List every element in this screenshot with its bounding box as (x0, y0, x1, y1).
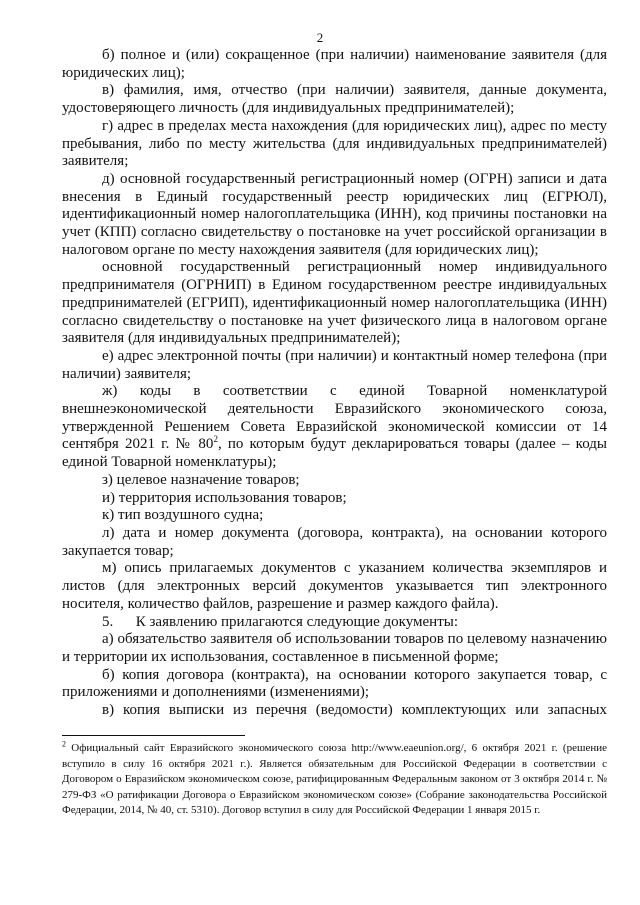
paragraph-k: к) тип воздушного судна; (102, 507, 264, 524)
paragraph-g: г) адрес в пределах места нахождения (для юридических лиц), адрес по месту пребывания, либо по месту жительства (для индивидуальных предпринимателей) заявителя; (62, 117, 607, 170)
footnote (62, 741, 607, 819)
footnote-mark: 2 (62, 739, 66, 749)
paragraph-z: з) целевое назначение товаров; (102, 471, 300, 488)
paragraph-v: в) фамилия, имя, отчество (при наличии) заявителя, данные документа, удостоверяющего личность (для индивидуальных предпринимателей); (62, 82, 607, 117)
paragraph-e: е) адрес электронной почты (при наличии) и контактный номер телефона (при наличии) заявителя; (62, 347, 607, 382)
paragraph-zh (62, 383, 607, 472)
section-5-heading: 5. К заявлению прилагаются следующие документы: (102, 613, 459, 630)
document-body (62, 47, 607, 720)
footnote-reference: 2 (213, 434, 218, 445)
paragraph-i: и) территория использования товаров; (102, 489, 347, 506)
paragraph-5b: б) копия договора (контракта), на основании которого закупается товар, с приложениями и дополнениями (изменениями); (62, 666, 607, 701)
paragraph-zh-text: ж) коды в соответствии с единой Товарной номенклатурой внешнеэкономической деятельности Евразийского экономического союза, утвержденной Решением Совета Евразийской экономической комиссии от 14 сентября 2021 г. № 80 (62, 383, 607, 453)
footnote-divider (62, 735, 245, 736)
paragraph-ogrnip: основной государственный регистрационный номер индивидуального предпринимателя (ОГРНИП) в Едином государственном реестре индивидуальных предпринимателей (ЕГРИП), идентификационный номер налогоплательщика (ИНН) согласно свидетельству о постановке на учет физического лица в налоговом органе заявителя (для индивидуальных предпринимателей); (62, 259, 607, 347)
paragraph-5a: а) обязательство заявителя об использовании товаров по целевому назначению и территории их использования, составленное в письменной форме; (62, 631, 607, 665)
page-number: 2 (316, 30, 324, 45)
paragraph-l: л) дата и номер документа (договора, контракта), на основании которого закупается товар; (62, 524, 607, 559)
paragraph-5v: в) копия выписки из перечня (ведомости) комплектующих или запасных (102, 702, 607, 719)
paragraph-zh-text-end: , по которым будут декларироваться товары (далее – коды единой Товарной номенклатуры); (62, 436, 607, 471)
paragraph-d: д) основной государственный регистрационный номер (ОГРН) записи и дата внесения в Единый государственный реестр юридических лиц (ЕГРЮЛ), идентификационный номер налогоплательщика (ИНН), код причины постановки на учет (КПП) согласно свидетельству о постановке на учет российской организации в налоговом органе по месту нахождения заявителя (для юридических лиц); (62, 170, 607, 258)
footnote-text: Официальный сайт Евразийского экономического союза http://www.eaeunion.org/, 6 октября 2021 г. (решение вступило в силу 16 октября 2021 г.). Является обязательным для Российской Федерации в соответствии с Договором о Евразийском экономическом союзе, ратифицированным Федеральным законом от 3 октября 2014 г. № 279-ФЗ «О ратификации Договора о Евразийском экономическом союзе» (Собрание законодательства Российской Федерации, 2014, № 40, ст. 5310). Договор вступил в силу для Российской Федерации 1 января 2015 г. (62, 742, 607, 817)
paragraph-b: б) полное и (или) сокращенное (при наличии) наименование заявителя (для юридических лиц); (62, 47, 607, 81)
paragraph-m: м) опись прилагаемых документов с указанием количества экземпляров и листов (для электронных версий документов указывается тип электронного носителя, количество файлов, разрешение и размер каждого файла). (62, 560, 607, 612)
